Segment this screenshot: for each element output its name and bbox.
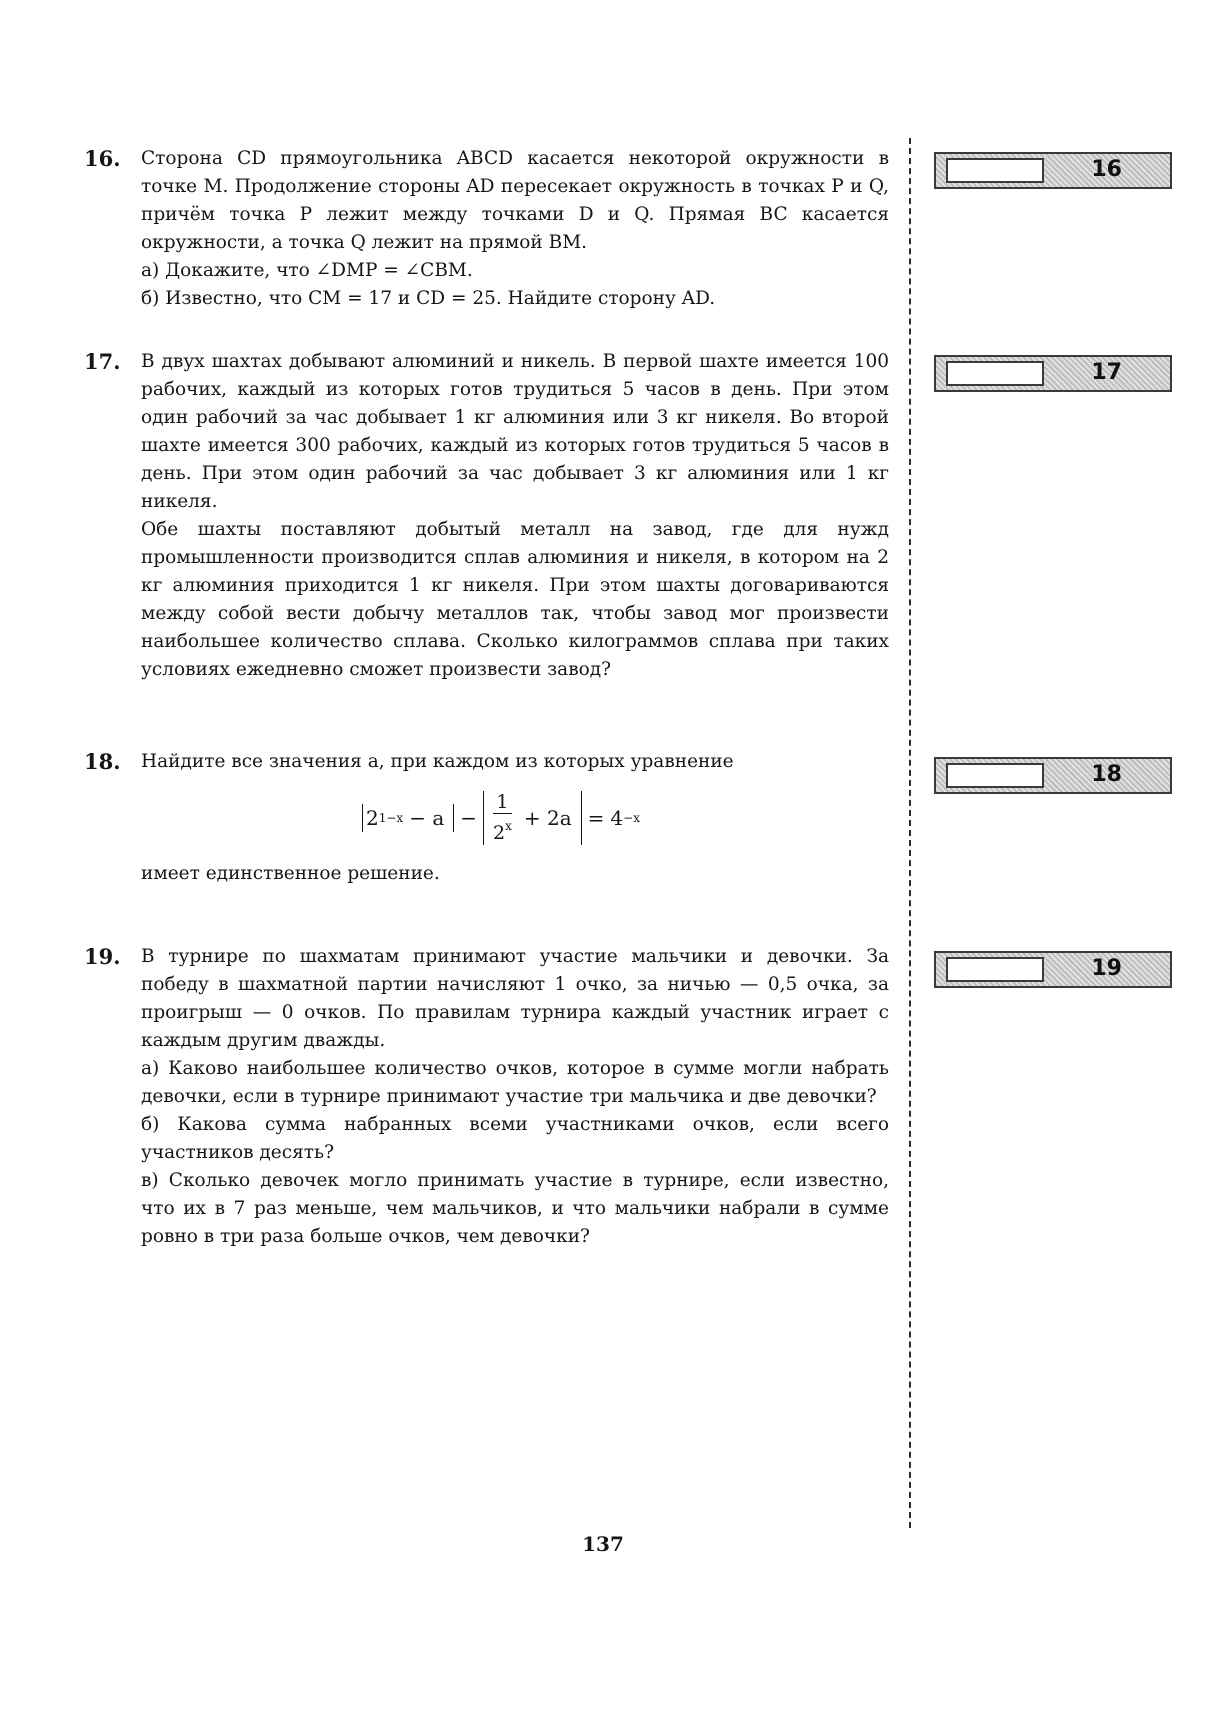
problem-number: 17.: [84, 349, 121, 374]
fraction: $\frac{1}{2^x}$: [493, 791, 512, 844]
answer-field[interactable]: [946, 361, 1044, 386]
problem-paragraph: Обе шахты поставляют добытый металл на завод, где для нужд промышленности производится сплав алюминия и никеля, в котором на 2 кг алюминия приходится 1 кг никеля. При этом шахты договариваются между собой вести добычу металлов так, чтобы завод мог произвести наибольшее количество сплава. Сколько килограммов сплава при таких условиях ежедневно сможет произвести завод?: [141, 519, 889, 680]
answer-field[interactable]: [946, 763, 1044, 788]
answer-box-19[interactable]: [934, 951, 1172, 988]
equation: 2 1−x − a − $\frac{1}{2^x}$ + 2a = 4 −x: [141, 776, 889, 860]
answer-box-label: 17: [1091, 360, 1122, 385]
problem-text: [141, 348, 889, 684]
problem-text: [141, 145, 889, 313]
answer-box-18[interactable]: [934, 757, 1172, 794]
problem-paragraph: В турнире по шахматам принимают участие мальчики и девочки. За победу в шахматной партии начисляют 1 очко, за ничью — 0,5 очка, за проигрыш — 0 очков. По правилам турнира каждый участник играет с каждым другим дважды.: [141, 946, 889, 1051]
problem-part-c: в) Сколько девочек могло принимать участие в турнире, если известно, что их в 7 раз меньше, чем мальчиков, и что мальчики набрали в сумме ровно в три раза больше очков, чем девочки?: [141, 1170, 889, 1247]
problem-number: 16.: [84, 146, 121, 171]
problem-part-a: а) Докажите, что ∠DMP = ∠CBM.: [141, 260, 473, 281]
problem-intro: Найдите все значения a, при каждом из которых уравнение: [141, 751, 734, 772]
problem-paragraph: Сторона CD прямоугольника ABCD касается некоторой окружности в точке M. Продолжение стороны AD пересекает окружность в точках P и Q, причём точка P лежит между точками D и Q. Прямая BC касается окружности, а точка Q лежит на прямой BM.: [141, 148, 889, 253]
problem-number: 19.: [84, 944, 121, 969]
problem-part-b: б) Известно, что CM = 17 и CD = 25. Найдите сторону AD.: [141, 288, 716, 309]
problem-part-b: б) Какова сумма набранных всеми участниками очков, если всего участников десять?: [141, 1114, 889, 1163]
cut-line: [909, 138, 911, 1528]
problem-part-a: а) Каково наибольшее количество очков, которое в сумме могли набрать девочки, если в турнире принимают участие три мальчика и две девочки?: [141, 1058, 889, 1107]
problem-paragraph: В двух шахтах добывают алюминий и никель. В первой шахте имеется 100 рабочих, каждый из которых готов трудиться 5 часов в день. При этом один рабочий за час добывает 1 кг алюминия или 3 кг никеля. Во второй шахте имеется 300 рабочих, каждый из которых готов трудиться 5 часов в день. При этом один рабочий за час добывает 3 кг алюминия или 1 кг никеля.: [141, 351, 889, 512]
problem-number: 18.: [84, 749, 121, 774]
problem-text: [141, 943, 889, 1251]
page-number: 137: [582, 1532, 624, 1556]
abs-group-2: $\frac{1}{2^x}$ + 2a: [483, 791, 582, 845]
abs-group-1: 2 1−x − a: [362, 804, 454, 832]
answer-field[interactable]: [946, 158, 1044, 183]
answer-box-label: 16: [1091, 157, 1122, 182]
answer-box-16[interactable]: [934, 152, 1172, 189]
answer-box-label: 18: [1091, 762, 1122, 787]
problem-outro: имеет единственное решение.: [141, 863, 440, 884]
problem-text: [141, 748, 889, 888]
answer-box-label: 19: [1091, 956, 1122, 981]
answer-field[interactable]: [946, 957, 1044, 982]
answer-box-17[interactable]: [934, 355, 1172, 392]
